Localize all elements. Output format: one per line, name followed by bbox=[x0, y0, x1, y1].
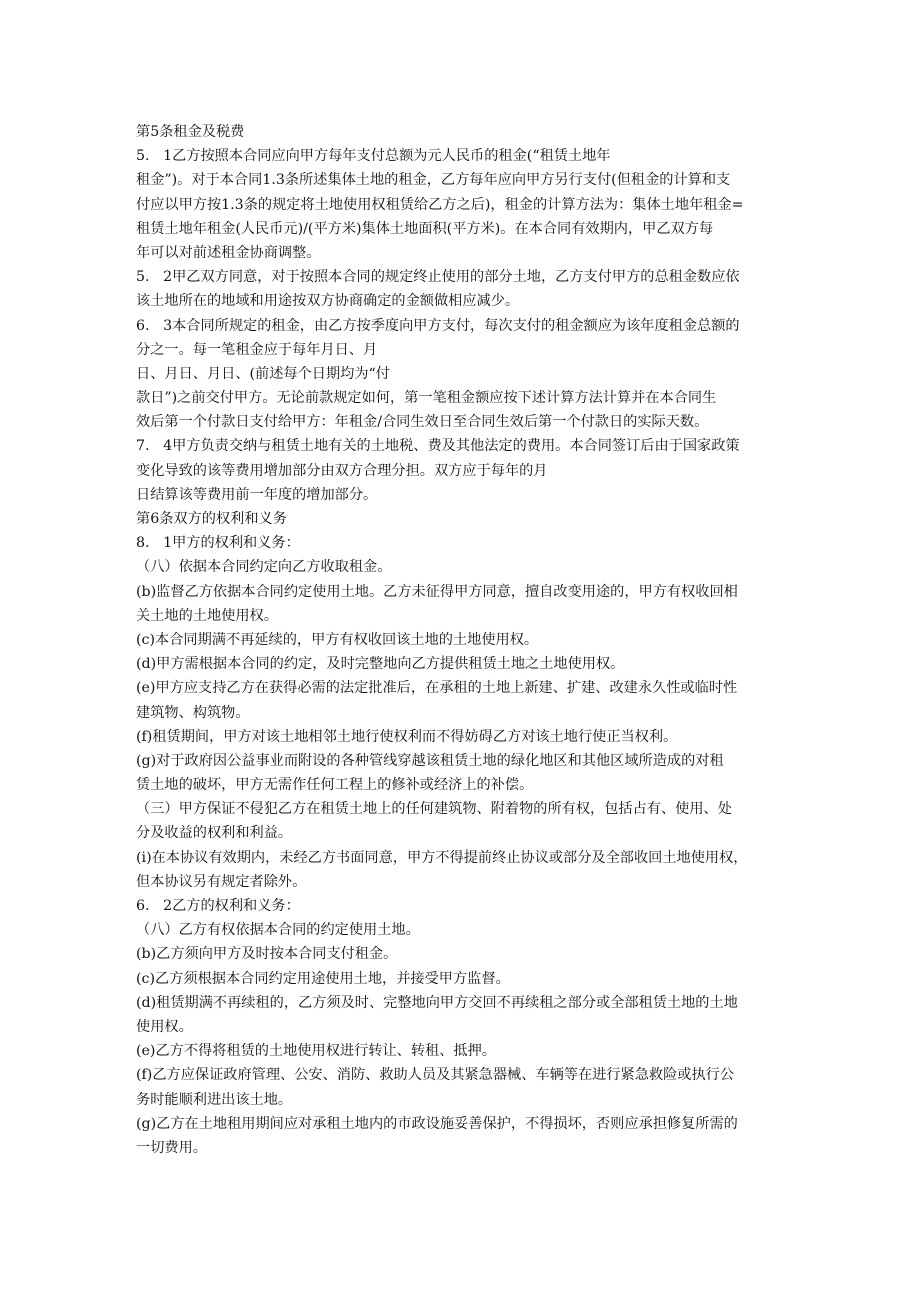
text-line: （八）依据本合同约定向乙方收取租金。 bbox=[136, 559, 392, 576]
text-line: (c)乙方须根据本合同约定用途使用土地，并接受甲方监督。 bbox=[136, 970, 510, 987]
text-line: (f)乙方应保证政府管理、公安、消防、救助人员及其紧急器械、车辆等在进行紧急救险或执行公 bbox=[136, 1067, 735, 1084]
text-line: (e)甲方应支持乙方在获得必需的法定批准后，在承租的土地上新建、扩建、改建永久性或临时性 bbox=[136, 680, 738, 697]
text-line: 第5条租金及税费 bbox=[136, 124, 245, 140]
text-line: 8. 1甲方的权利和义务： bbox=[136, 535, 300, 552]
text-line: 5. 2甲乙双方同意，对于按照本合同的规定终止使用的部分土地，乙方支付甲方的总租金数应依 bbox=[136, 269, 740, 286]
text-line: （三）甲方保证不侵犯乙方在租赁土地上的任何建筑物、附着物的所有权，包括占有、使用、处 bbox=[136, 801, 732, 818]
text-line: 第6条双方的权利和义务 bbox=[136, 511, 287, 527]
text-line: 6. 3本合同所规定的租金，由乙方按季度向甲方支付，每次支付的租金额应为该年度租金总额的 bbox=[136, 317, 740, 334]
document-body bbox=[136, 120, 796, 1160]
text-line: (d)甲方需根据本合同的约定，及时完整地向乙方提供租赁土地之土地使用权。 bbox=[136, 656, 625, 673]
text-line: (g)对于政府因公益事业而附设的各种管线穿越该租赁土地的绿化地区和其他区域所造成的对租 bbox=[136, 752, 724, 769]
text-line: 一切费用。 bbox=[136, 1139, 207, 1156]
text-line: (e)乙方不得将租赁的土地使用权进行转让、转租、抵押。 bbox=[136, 1043, 496, 1060]
text-line: 款日”)之前交付甲方。无论前款规定如何，第一笔租金额应按下述计算方法计算并在本合同生 bbox=[136, 390, 717, 407]
text-line: 7. 4甲方负责交纳与租赁土地有关的土地税、费及其他法定的费用。本合同签订后由于国家政策 bbox=[136, 438, 740, 455]
text-line: 务时能顺利进出该土地。 bbox=[136, 1091, 293, 1108]
text-line: 关土地的土地使用权。 bbox=[136, 607, 278, 624]
text-line: 租金”)。对于本合同1.3条所述集体土地的租金，乙方每年应向甲方另行支付(但租金的计算和支 bbox=[136, 172, 731, 189]
text-line: （八）乙方有权依据本合同的约定使用土地。 bbox=[136, 922, 420, 939]
text-line: (c)本合同期满不再延续的，甲方有权收回该土地的土地使用权。 bbox=[136, 631, 539, 648]
text-line: (g)乙方在土地租用期间应对承租土地内的市政设施妥善保护，不得损坏，否则应承担修复所需的 bbox=[136, 1115, 738, 1132]
text-line: 使用权。 bbox=[136, 1018, 193, 1035]
text-line: 但本协议另有规定者除外。 bbox=[136, 873, 307, 890]
text-line: 6. 2乙方的权利和义务： bbox=[136, 898, 300, 914]
text-line: 日、月日、月日、(前述每个日期均为“付 bbox=[136, 365, 390, 382]
text-line: 赁土地的破坏，甲方无需作任何工程上的修补或经济上的补偿。 bbox=[136, 777, 534, 794]
text-line: 分及收益的权利和利益。 bbox=[136, 825, 293, 842]
text-line: 年可以对前述租金协商调整。 bbox=[136, 244, 321, 261]
text-line: 分之一。每一笔租金应于每年月日、月 bbox=[136, 341, 378, 358]
text-line: (b)乙方须向甲方及时按本合同支付租金。 bbox=[136, 946, 398, 963]
text-line: (b)监督乙方依据本合同约定使用土地。乙方未征得甲方同意，擅自改变用途的，甲方有权收回相 bbox=[136, 583, 738, 600]
text-line: (d)租赁期满不再续租的，乙方须及时、完整地向甲方交回不再续租之部分或全部租赁土地的土地 bbox=[136, 994, 738, 1011]
text-line: (i)在本协议有效期内，未经乙方书面同意，甲方不得提前终止协议或部分及全部收回土地使用权， bbox=[136, 849, 748, 866]
text-line: 效后第一个付款日支付给甲方：年租金/合同生效日至合同生效后第一个付款日的实际天数。 bbox=[136, 414, 709, 431]
text-line: 付应以甲方按1.3条的规定将土地使用权租赁给乙方之后)，租金的计算方法为：集体土地年租金= bbox=[136, 196, 744, 213]
text-line: 5. 1乙方按照本合同应向甲方每年支付总额为元人民币的租金(“租赁土地年 bbox=[136, 148, 611, 165]
text-line: 建筑物、构筑物。 bbox=[136, 704, 250, 721]
text-line: (f)租赁期间，甲方对该土地相邻土地行使权利而不得妨碍乙方对该土地行使正当权利。 bbox=[136, 728, 678, 745]
text-line: 该土地所在的地域和用途按双方协商确定的金额做相应减少。 bbox=[136, 293, 520, 310]
text-line: 日结算该等费用前一年度的增加部分。 bbox=[136, 486, 378, 503]
text-line: 变化导致的该等费用增加部分由双方合理分担。双方应于每年的月 bbox=[136, 462, 548, 479]
text-line: 租赁土地年租金(人民币元)/(平方米)集体土地面积(平方米)。在本合同有效期内，甲乙双方每 bbox=[136, 220, 714, 237]
